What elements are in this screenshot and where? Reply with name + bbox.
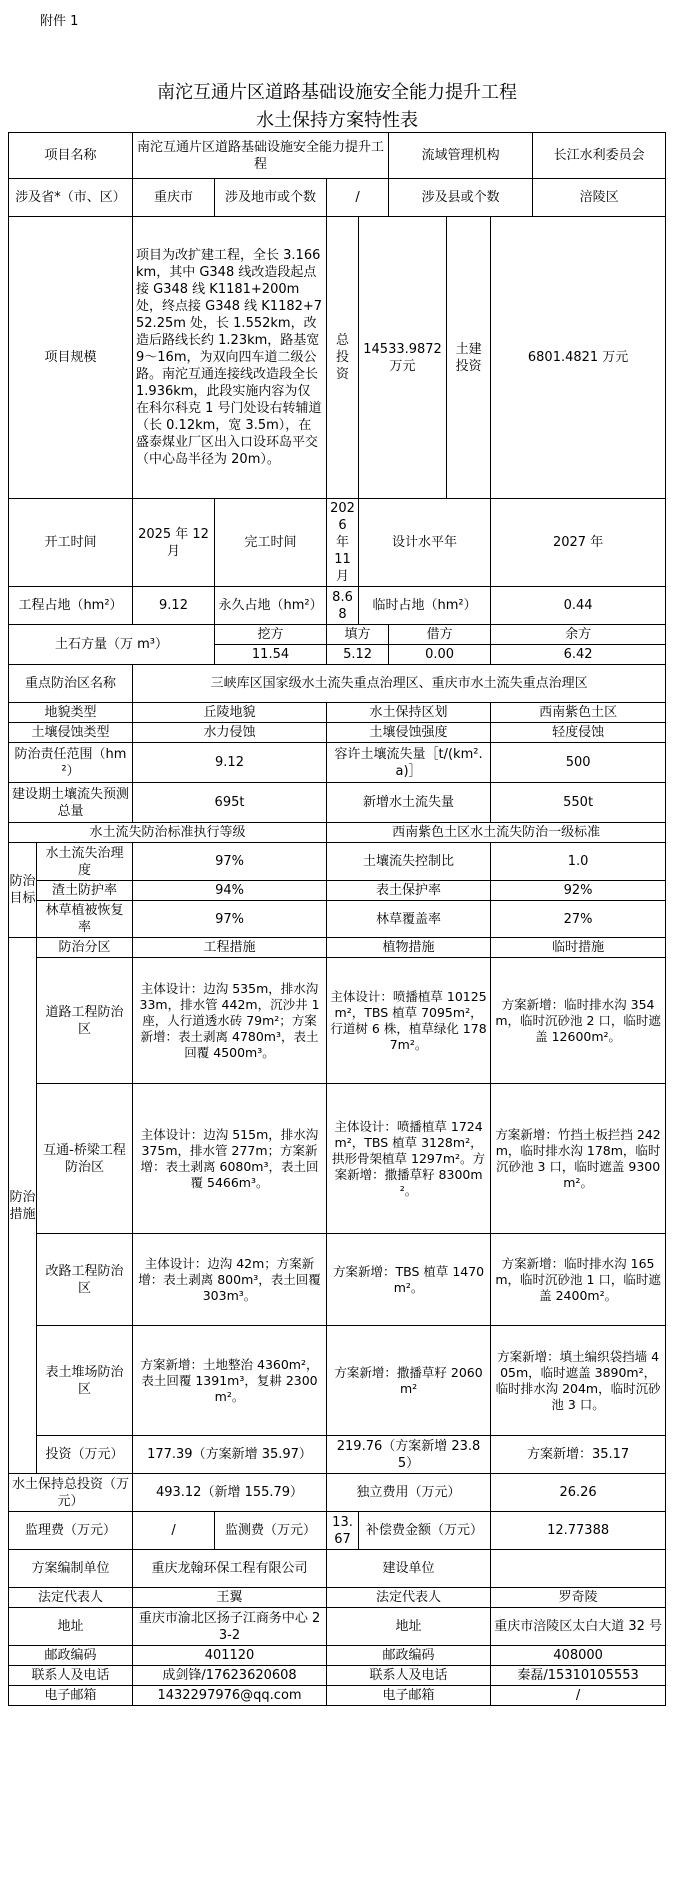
email-left-value: 1432297976@qq.com [133,1686,327,1706]
measure-eng: 主体设计：边沟 42m；方案新增：表土剥离 800m³，表土回覆 303m³。 [133,1234,327,1326]
basin-label: 流域管理机构 [389,133,533,179]
scale-label: 项目规模 [9,217,133,499]
compiler-value: 重庆龙翰环保工程有限公司 [133,1550,327,1588]
division-label: 水土保持区划 [327,703,491,723]
measure-zone: 改路工程防治区 [37,1234,133,1326]
earthwork-header-surplus: 余方 [491,625,666,645]
indep-cost-label: 独立费用（万元） [327,1474,491,1512]
standard-label: 水土流失防治标准执行等级 [9,823,327,843]
measure-plant: 主体设计：喷播植草 1724m²，TBS 植草 3128m²，拱形骨架植草 1297m²。方案新增：撒播草籽 8300m²。 [327,1084,491,1234]
start-value: 2025 年 12 月 [133,499,215,587]
earthwork-header-borrow: 借方 [389,625,491,645]
total-soil-invest-value: 493.12（新增 155.79） [133,1474,327,1512]
province-value: 重庆市 [133,179,215,217]
measure-temp: 方案新增：填土编织袋挡墙 405m，临时遮盖 3890m²，临时排水沟 204m，临时沉砂池 3 口。 [491,1326,666,1436]
landform-label: 地貌类型 [9,703,133,723]
rep-label: 法定代表人 [327,1588,491,1608]
earthwork-fill-value: 5.12 [327,645,389,665]
design-year-value: 2027 年 [491,499,666,587]
key-area-value: 三峡库区国家级水土流失重点治理区、重庆市水土流失重点治理区 [133,665,666,703]
total-invest-value: 14533.9872 万元 [359,217,447,499]
erosion-type-value: 水力侵蚀 [133,723,327,743]
target-label: 渣土防护率 [37,881,133,901]
rep-left-value: 王翼 [133,1588,327,1608]
measure-temp: 方案新增：临时排水沟 354m，临时沉砂池 2 口，临时遮盖 12600m²。 [491,958,666,1084]
earthwork-surplus-value: 6.42 [491,645,666,665]
contact-label: 联系人及电话 [327,1666,491,1686]
measures-invest-label: 投资（万元） [37,1436,133,1474]
target-label: 林草植被恢复率 [37,901,133,938]
measure-temp: 方案新增：临时排水沟 165m，临时沉砂池 1 口，临时遮盖 2400m²。 [491,1234,666,1326]
email-label: 电子邮箱 [9,1686,133,1706]
target-value: 97% [133,901,327,938]
monitor-cost-label: 监测费（万元） [215,1512,327,1550]
measures-header-zone: 防治分区 [37,938,133,958]
start-label: 开工时间 [9,499,133,587]
target-value: 92% [491,881,666,901]
contact-left-value: 成剑锋/17623620608 [133,1666,327,1686]
compiler-label: 方案编制单位 [9,1550,133,1588]
erosion-type-label: 土壤侵蚀类型 [9,723,133,743]
predict-value: 695t [133,783,327,823]
basin-value: 长江水利委员会 [533,133,666,179]
finish-label: 完工时间 [215,499,327,587]
zip-label: 邮政编码 [9,1646,133,1666]
zip-label: 邮政编码 [327,1646,491,1666]
earthwork-header-fill: 填方 [327,625,389,645]
comp-cost-label: 补偿费金额（万元） [359,1512,491,1550]
addr-left-value: 重庆市渝北区扬子江商务中心 23-2 [133,1608,327,1646]
measures-invest-eng: 177.39（方案新增 35.97） [133,1436,327,1474]
measure-temp: 方案新增：竹挡土板拦挡 242m，临时排水沟 178m，临时沉砂池 3 口，临时遮盖 9300m²。 [491,1084,666,1234]
temp-area-value: 0.44 [491,587,666,625]
measure-zone: 道路工程防治区 [37,958,133,1084]
resp-range-value: 9.12 [133,743,327,783]
addr-label: 地址 [9,1608,133,1646]
area-value: 9.12 [133,587,215,625]
total-soil-invest-label: 水土保持总投资（万元） [9,1474,133,1512]
comp-cost-value: 12.77388 [491,1512,666,1550]
perm-area-label: 永久占地（hm²） [215,587,327,625]
supervise-cost-value: / [133,1512,215,1550]
contact-label: 联系人及电话 [9,1666,133,1686]
measures-header-eng: 工程措施 [133,938,327,958]
measure-plant: 方案新增：撒播草籽 2060m² [327,1326,491,1436]
measure-zone: 表土堆场防治区 [37,1326,133,1436]
perm-area-value: 8.68 [327,587,359,625]
division-value: 西南紫色土区 [491,703,666,723]
province-label: 涉及省*（市、区） [9,179,133,217]
target-value: 97% [133,843,327,881]
document-title-line2: 水土保持方案特性表 [256,110,418,131]
project-name-value: 南沱互通片区道路基础设施安全能力提升工程 [133,133,389,179]
standard-value: 西南紫色土区水土流失防治一级标准 [327,823,666,843]
new-loss-value: 550t [491,783,666,823]
predict-label: 建设期土壤流失预测总量 [9,783,133,823]
civil-invest-label: 土建投资 [447,217,491,499]
indep-cost-value: 26.26 [491,1474,666,1512]
document-title-line1: 南沱互通片区道路基础设施安全能力提升工程 [157,82,517,103]
erosion-intensity-label: 土壤侵蚀强度 [327,723,491,743]
targets-group-label: 防治目标 [9,843,37,938]
zip-right-value: 408000 [491,1646,666,1666]
rep-label: 法定代表人 [9,1588,133,1608]
resp-range-label: 防治责任范围（hm²） [9,743,133,783]
design-year-label: 设计水平年 [359,499,491,587]
measure-eng: 主体设计：边沟 515m，排水沟 375m，排水管 277m；方案新增：表土剥离 6080m³，表土回覆 5466m³。 [133,1084,327,1234]
builder-label: 建设单位 [327,1550,491,1588]
earthwork-borrow-value: 0.00 [389,645,491,665]
measures-group-label: 防治措施 [9,938,37,1474]
measure-plant: 方案新增：TBS 植草 1470m²。 [327,1234,491,1326]
target-value: 1.0 [491,843,666,881]
email-right-value: / [491,1686,666,1706]
zip-left-value: 401120 [133,1646,327,1666]
characteristics-table [8,132,666,1706]
target-label: 表土保护率 [327,881,491,901]
measures-header-plant: 植物措施 [327,938,491,958]
project-name-label: 项目名称 [9,133,133,179]
civil-invest-value: 6801.4821 万元 [491,217,666,499]
measure-zone: 互通-桥梁工程防治区 [37,1084,133,1234]
email-label: 电子邮箱 [327,1686,491,1706]
area-label: 工程占地（hm²） [9,587,133,625]
cities-value: / [327,179,389,217]
earthwork-cut-value: 11.54 [215,645,327,665]
temp-area-label: 临时占地（hm²） [359,587,491,625]
measure-eng: 方案新增：土地整治 4360m²，表土回覆 1391m³，复耕 2300m²。 [133,1326,327,1436]
annex-label: 附件 1 [40,14,79,29]
new-loss-label: 新增水土流失量 [327,783,491,823]
rep-right-value: 罗奇陵 [491,1588,666,1608]
addr-label: 地址 [327,1608,491,1646]
supervise-cost-label: 监理费（万元） [9,1512,133,1550]
allow-loss-label: 容许土壤流失量［t/(km².a)］ [327,743,491,783]
landform-value: 丘陵地貌 [133,703,327,723]
erosion-intensity-value: 轻度侵蚀 [491,723,666,743]
target-label: 土壤流失控制比 [327,843,491,881]
measure-eng: 主体设计：边沟 535m，排水沟 33m，排水管 442m，沉沙井 1 座，人行道透水砖 79m²；方案新增：表土剥离 4780m³，表土回覆 4500m³。 [133,958,327,1084]
allow-loss-value: 500 [491,743,666,783]
earthwork-label: 土石方量（万 m³） [9,625,215,665]
measures-invest-temp: 方案新增：35.17 [491,1436,666,1474]
contact-right-value: 秦磊/15310105553 [491,1666,666,1686]
earthwork-header-cut: 挖方 [215,625,327,645]
target-value: 27% [491,901,666,938]
measures-header-temp: 临时措施 [491,938,666,958]
key-area-label: 重点防治区名称 [9,665,133,703]
target-label: 水土流失治理度 [37,843,133,881]
cities-label: 涉及地市或个数 [215,179,327,217]
scale-value: 项目为改扩建工程，全长 3.166km，其中 G348 线改造段起点接 G348 线 K1181+200m 处，终点接 G348 线 K1182+752.25m 处，长 1.552km，改造后路线长约 1.23km，路基宽 9～16m，为双向四车道二级公路。南沱互通连接线改造段全长 1.936km，此段实施内容为仅在科尔科克 1 号门处设右转辅道（长 0.12km，宽 3.5m），在盛泰煤业厂区出入口设环岛平交（中心岛半径为 20m）。 [133,217,327,499]
counties-label: 涉及县或个数 [389,179,533,217]
builder-value [491,1550,666,1588]
monitor-cost-value: 13.67 [327,1512,359,1550]
target-value: 94% [133,881,327,901]
measure-plant: 主体设计：喷播植草 10125m²，TBS 植草 7095m²，行道树 6 株，植草绿化 1787m²。 [327,958,491,1084]
counties-value: 涪陵区 [533,179,666,217]
measures-invest-plant: 219.76（方案新增 23.85） [327,1436,491,1474]
addr-right-value: 重庆市涪陵区太白大道 32 号 [491,1608,666,1646]
target-label: 林草覆盖率 [327,901,491,938]
finish-value: 2026 年 11 月 [327,499,359,587]
total-invest-label: 总投资 [327,217,359,499]
